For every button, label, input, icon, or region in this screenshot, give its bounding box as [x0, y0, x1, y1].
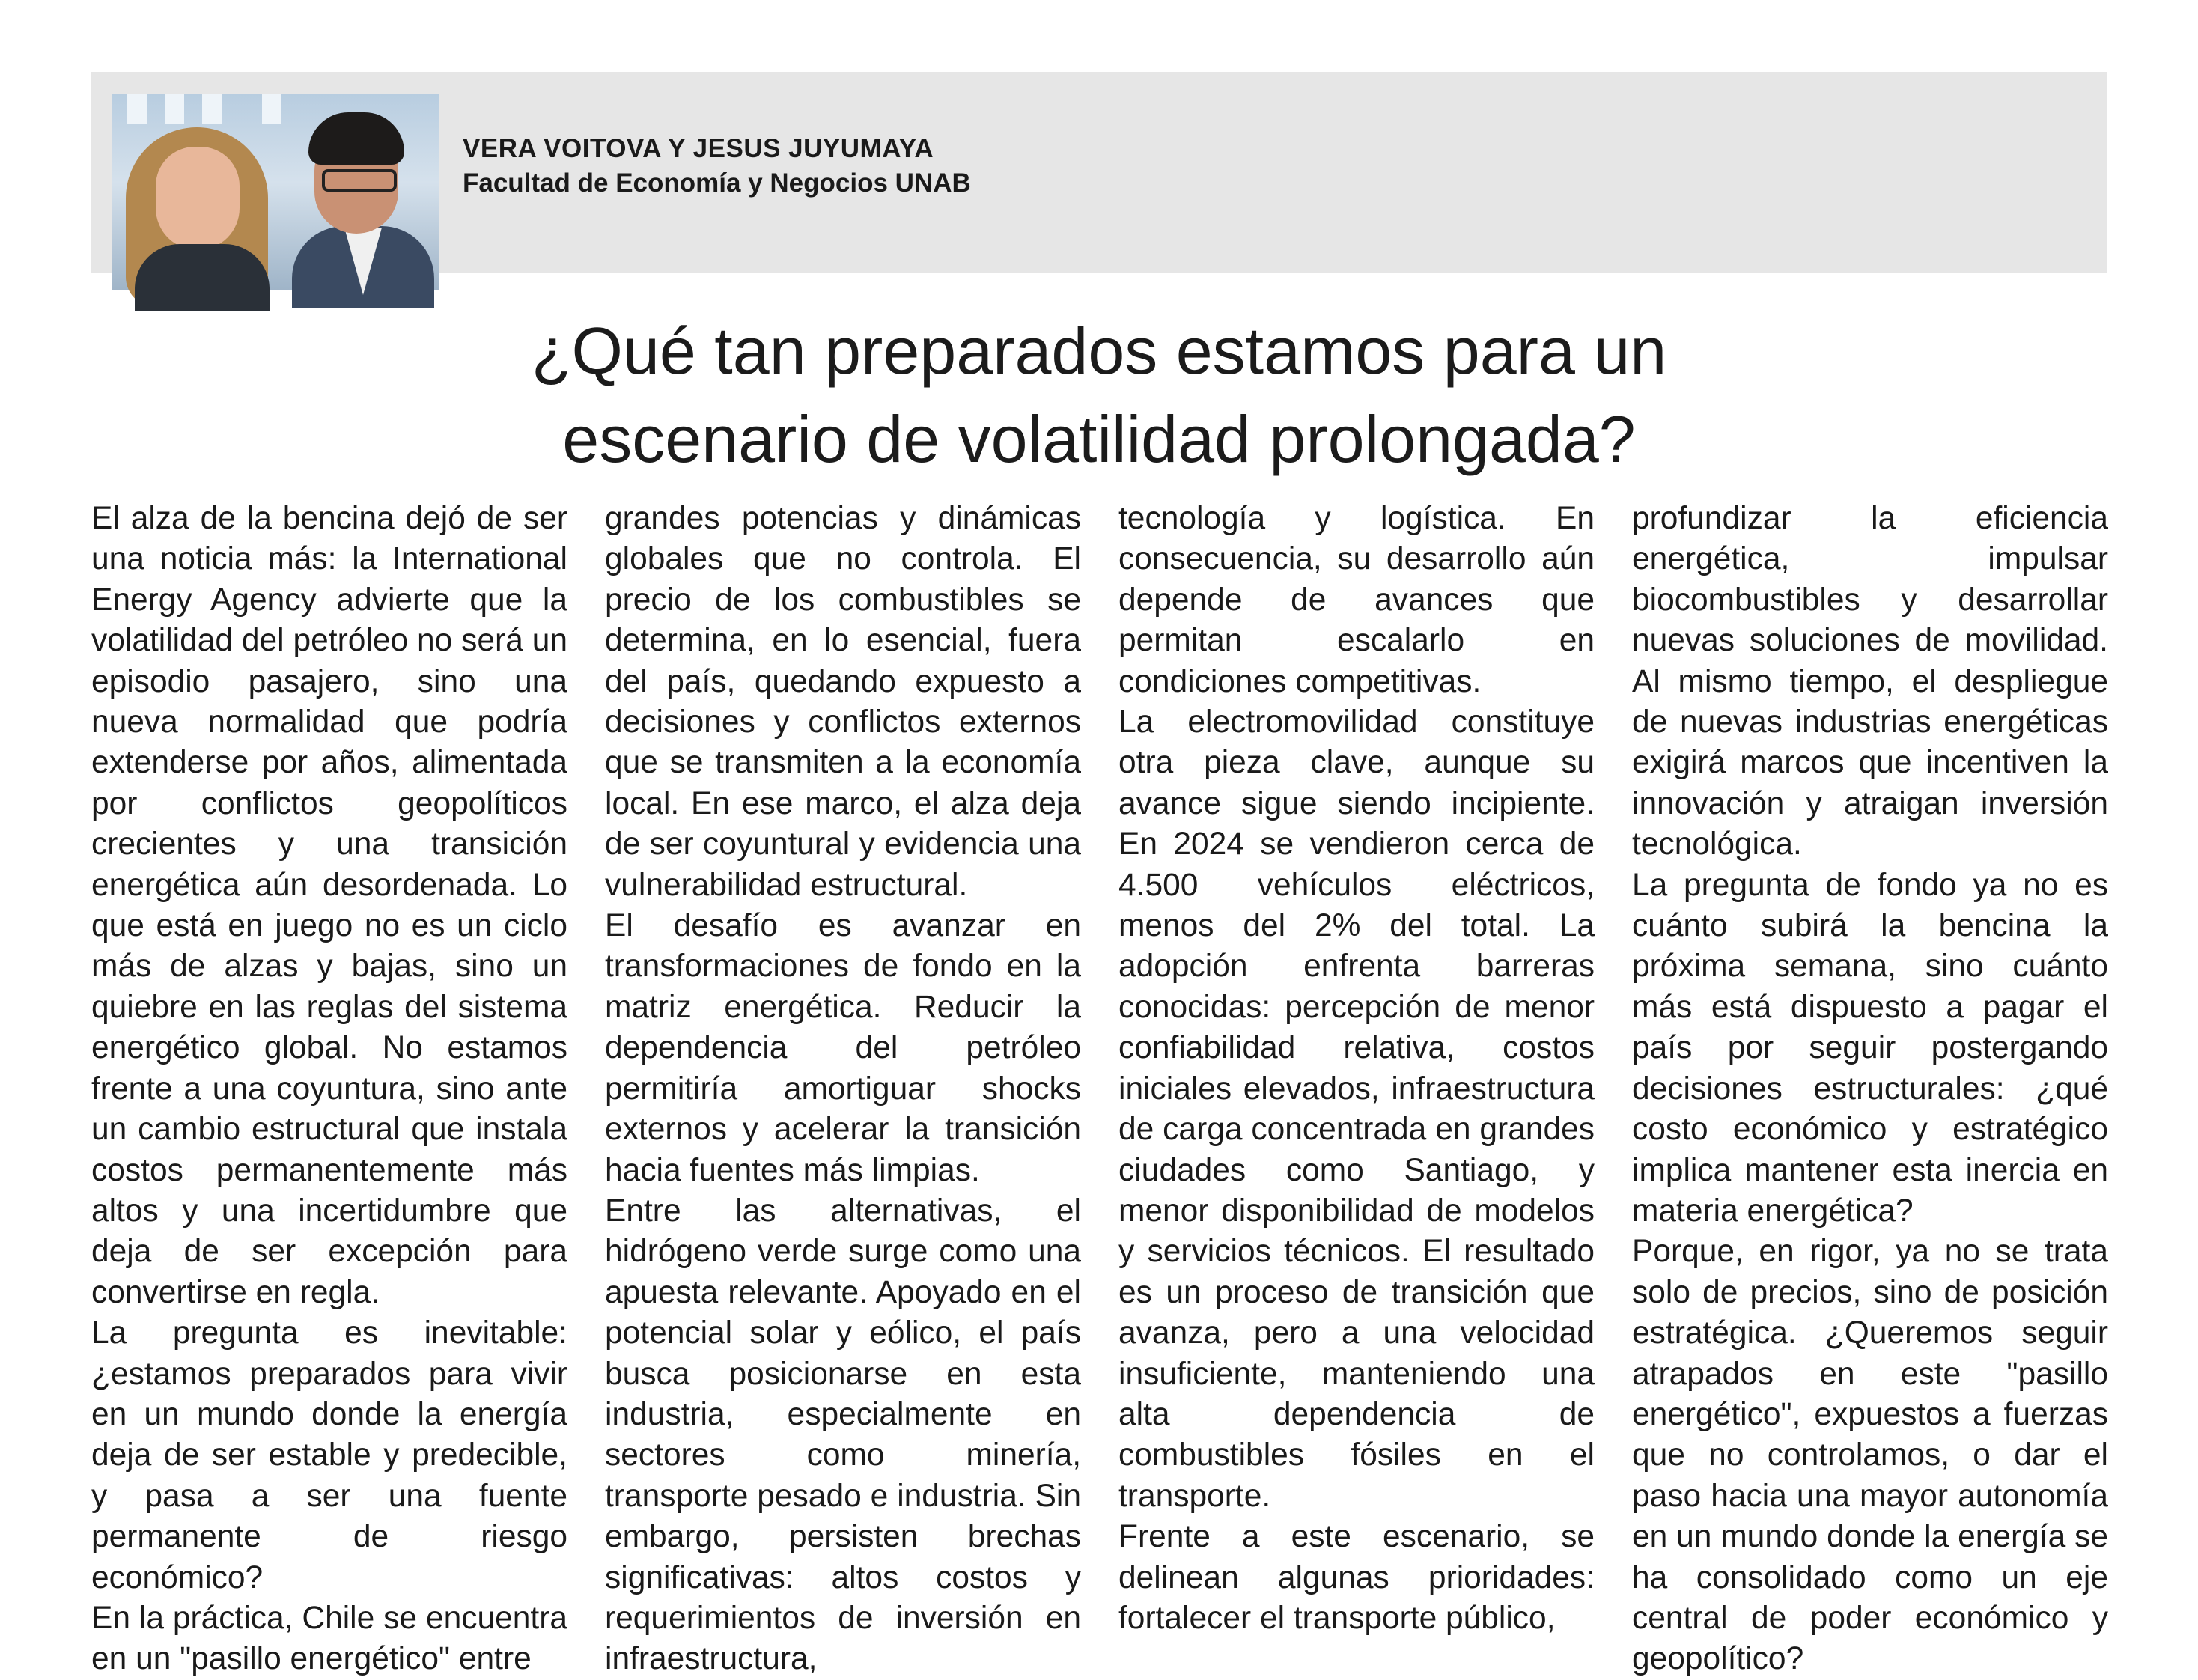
author-2-hair: [308, 112, 404, 165]
author-affiliation: Facultad de Economía y Negocios UNAB: [463, 168, 971, 198]
paragraph: En la práctica, Chile se encuentra en un "pasillo energético" entre: [91, 1600, 567, 1677]
article-headline: [0, 307, 2198, 484]
article-column-2: [605, 499, 1081, 1680]
article-body: [91, 499, 2108, 1677]
paragraph: El alza de la bencina dejó de ser una noticia más: la International Energy Agency advierte que la volatilidad del petróleo no será un episodio pasajero, sino una nueva normalidad que podría extenderse por años, alimentada por conflictos geopolíticos crecientes y una transición energética aún desordenada. Lo que está en juego no es un ciclo más de alzas y bajas, sino un quiebre en las reglas del sistema energético global. No estamos frente a una coyuntura, sino ante un cambio estructural que instala costos permanentemente más altos y una incertidumbre que deja de ser excepción para convertirse en regla.: [91, 501, 567, 1310]
paragraph: Entre las alternativas, el hidrógeno verde surge como una apuesta relevante. Apoyado en el potencial solar y eólico, el país busca posicionarse en esta industria, especialmente en sectores como minería, transporte pesado e industria. Sin embargo, persisten brechas significativas: altos costos y requerimientos de inversión en infraestructura,: [605, 1193, 1081, 1677]
paragraph: profundizar la eficiencia energética, impulsar biocombustibles y desarrollar nuevas soluciones de movilidad. Al mismo tiempo, el despliegue de nuevas industrias energéticas exigirá marcos que incentiven la innovación y atraigan inversión tecnológica.: [1632, 501, 2108, 862]
paragraph: tecnología y logística. En consecuencia, su desarrollo aún depende de avances que permitan escalarlo en condiciones competitivas.: [1118, 501, 1595, 699]
author-1-face: [156, 147, 240, 250]
paragraph: La pregunta es inevitable: ¿estamos preparados para vivir en un mundo donde la energía deja de ser estable y predecible, y pasa a ser una fuente permanente de riesgo económico?: [91, 1315, 567, 1595]
author-names: VERA VOITOVA Y JESUS JUYUMAYA: [463, 134, 934, 163]
paragraph: Frente a este escenario, se delinean algunas prioridades: fortalecer el transporte público,: [1118, 1519, 1595, 1636]
paragraph: grandes potencias y dinámicas globales que no controla. El precio de los combustibles se determina, en lo esencial, fuera del país, quedando expuesto a decisiones y conflictos externos que se transmiten a la economía local. En ese marco, el alza deja de ser coyuntural y evidencia una vulnerabilidad estructural.: [605, 501, 1081, 903]
author-2-glasses: [322, 169, 397, 192]
photo-window-decor: [262, 94, 281, 124]
byline: [463, 132, 971, 201]
paragraph: Porque, en rigor, ya no se trata solo de precios, sino de posición estratégica. ¿Queremos seguir atrapados en este "pasillo energético", expuestos a fuerzas que no controlamos, o dar el paso hacia una mayor autonomía en un mundo donde la energía se ha consolidado como un eje central de poder económico y geopolítico?: [1632, 1234, 2108, 1677]
article-column-1: [91, 499, 567, 1680]
article-column-4: [1632, 499, 2108, 1680]
photo-window-decor: [202, 94, 222, 124]
headline-line-2: escenario de volatilidad prolongada?: [562, 402, 1636, 476]
author-1-body: [135, 244, 270, 311]
authors-photo: [112, 94, 439, 290]
photo-window-decor: [127, 94, 147, 124]
paragraph: El desafío es avanzar en transformaciones de fondo en la matriz energética. Reducir la dependencia del petróleo permitiría amortiguar shocks externos y acelerar la transición hacia fuentes más limpias.: [605, 908, 1081, 1188]
photo-window-decor: [165, 94, 184, 124]
headline-line-1: ¿Qué tan preparados estamos para un: [531, 314, 1667, 388]
paragraph: La electromovilidad constituye otra pieza clave, aunque su avance sigue siendo incipiente. En 2024 se vendieron cerca de 4.500 vehículos eléctricos, menos del 2% del total. La adopción enfrenta barreras conocidas: percepción de menor confiabilidad relativa, costos iniciales elevados, infraestructura de carga concentrada en grandes ciudades como Santiago, y menor disponibilidad de modelos y servicios técnicos. El resultado es un proceso de transición que avanza, pero a una velocidad insuficiente, manteniendo una alta dependencia de combustibles fósiles en el transporte.: [1118, 704, 1595, 1514]
article-column-3: [1118, 499, 1595, 1680]
paragraph: La pregunta de fondo ya no es cuánto subirá la bencina la próxima semana, sino cuánto más está dispuesto a pagar el país por seguir postergando decisiones estructurales: ¿qué costo económico y estratégico implica mantener esta inercia en materia energética?: [1632, 867, 2108, 1229]
